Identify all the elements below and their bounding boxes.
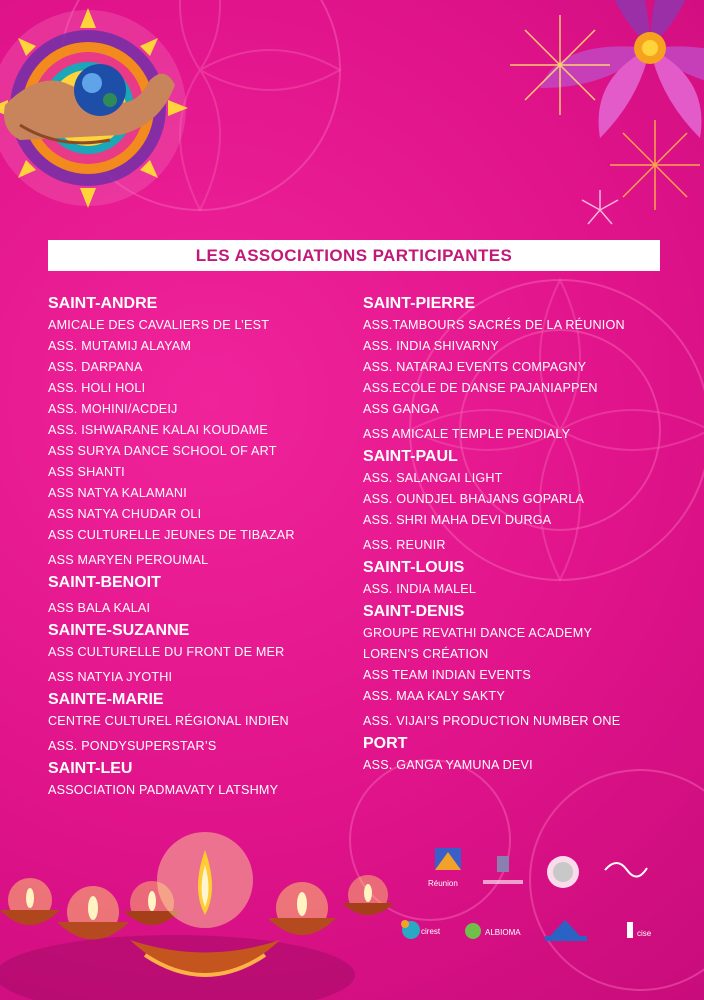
association-item: ASS. REUNIR: [363, 538, 446, 552]
partner-logo: [545, 920, 587, 941]
town-heading: SAINT-BENOIT: [48, 574, 161, 591]
association-item: ASS NATYIA JYOTHI: [48, 670, 173, 684]
cise-logo-text: cise: [637, 929, 652, 938]
association-item: ASS AMICALE TEMPLE PENDIALY: [363, 427, 571, 441]
association-item: ASS. MUTAMIJ ALAYAM: [48, 339, 192, 353]
albioma-logo-text: ALBIOMA: [485, 928, 521, 937]
association-item: CENTRE CULTUREL RÉGIONAL INDIEN: [48, 714, 289, 728]
town-heading: SAINT-ANDRE: [48, 295, 158, 312]
association-item: ASS. HOLI HOLI: [48, 381, 146, 395]
town-heading: SAINTE-MARIE: [48, 691, 164, 708]
right-column: [363, 292, 683, 776]
title-bar: [48, 240, 660, 271]
association-item: ASS. MOHINI/ACDEIJ: [48, 402, 178, 416]
association-item: ASS. INDIA SHIVARNY: [363, 339, 499, 353]
left-column: [48, 292, 353, 801]
association-item: ASS. INDIA MALEL: [363, 582, 477, 596]
association-item: ASS. NATARAJ EVENTS COMPAGNY: [363, 360, 587, 374]
association-item: ASS. SALANGAI LIGHT: [363, 471, 503, 485]
association-item: ASS SURYA DANCE SCHOOL OF ART: [48, 444, 277, 458]
association-item: ASS MARYEN PEROUMAL: [48, 553, 209, 567]
albioma-logo: [465, 923, 521, 939]
association-item: ASS. GANGA YAMUNA DEVI: [363, 758, 533, 772]
cirest-logo: [401, 920, 441, 939]
association-item: ASS CULTURELLE DU FRONT DE MER: [48, 645, 285, 659]
association-item: ASS. DARPANA: [48, 360, 143, 374]
cirest-logo-text: cirest: [421, 927, 441, 936]
town-heading: SAINTE-SUZANNE: [48, 622, 190, 639]
association-item: LOREN’S CRÉATION: [363, 647, 489, 661]
association-item: ASS NATYA CHUDAR OLI: [48, 507, 202, 521]
town-heading: PORT: [363, 735, 408, 752]
seal-logo: [547, 856, 579, 888]
town-heading: SAINT-PAUL: [363, 448, 458, 465]
reunion-logo-text: Réunion: [428, 879, 458, 888]
association-item: ASS.ECOLE DE DANSE PAJANIAPPEN: [363, 381, 598, 395]
association-item: ASS.TAMBOURS SACRÉS DE LA RÉUNION: [363, 318, 625, 332]
reunion-logo: [428, 848, 461, 888]
association-item: ASS. ISHWARANE KALAI KOUDAME: [48, 423, 268, 437]
association-item: ASS. PONDYSUPERSTAR’S: [48, 739, 217, 753]
association-item: ASS. SHRI MAHA DEVI DURGA: [363, 513, 552, 527]
association-item: ASS. VIJAI’S PRODUCTION NUMBER ONE: [363, 714, 621, 728]
town-heading: SAINT-LOUIS: [363, 559, 465, 576]
association-item: ASS GANGA: [363, 402, 439, 416]
association-item: ASSOCIATION PADMAVATY LATSHMY: [48, 783, 279, 797]
association-item: ASS BALA KALAI: [48, 601, 151, 615]
town-heading: SAINT-DENIS: [363, 603, 465, 620]
association-item: ASS NATYA KALAMANI: [48, 486, 187, 500]
town-heading: SAINT-LEU: [48, 760, 133, 777]
association-item: GROUPE REVATHI DANCE ACADEMY: [363, 626, 593, 640]
association-item: ASS. MAA KALY SAKTY: [363, 689, 505, 703]
emblem-logo: [483, 856, 523, 884]
town-heading: SAINT-PIERRE: [363, 295, 476, 312]
cise-logo: [627, 922, 652, 938]
association-item: AMICALE DES CAVALIERS DE L’EST: [48, 318, 270, 332]
signature-logo: [605, 863, 647, 877]
diyas: [0, 832, 394, 1000]
association-item: ASS. OUNDJEL BHAJANS GOPARLA: [363, 492, 585, 506]
sponsor-logos: [395, 840, 695, 960]
association-item: ASS TEAM INDIAN EVENTS: [363, 668, 531, 682]
association-item: ASS CULTURELLE JEUNES DE TIBAZAR: [48, 528, 295, 542]
page-title: LES ASSOCIATIONS PARTICIPANTES: [195, 245, 513, 265]
association-item: ASS SHANTI: [48, 465, 125, 479]
